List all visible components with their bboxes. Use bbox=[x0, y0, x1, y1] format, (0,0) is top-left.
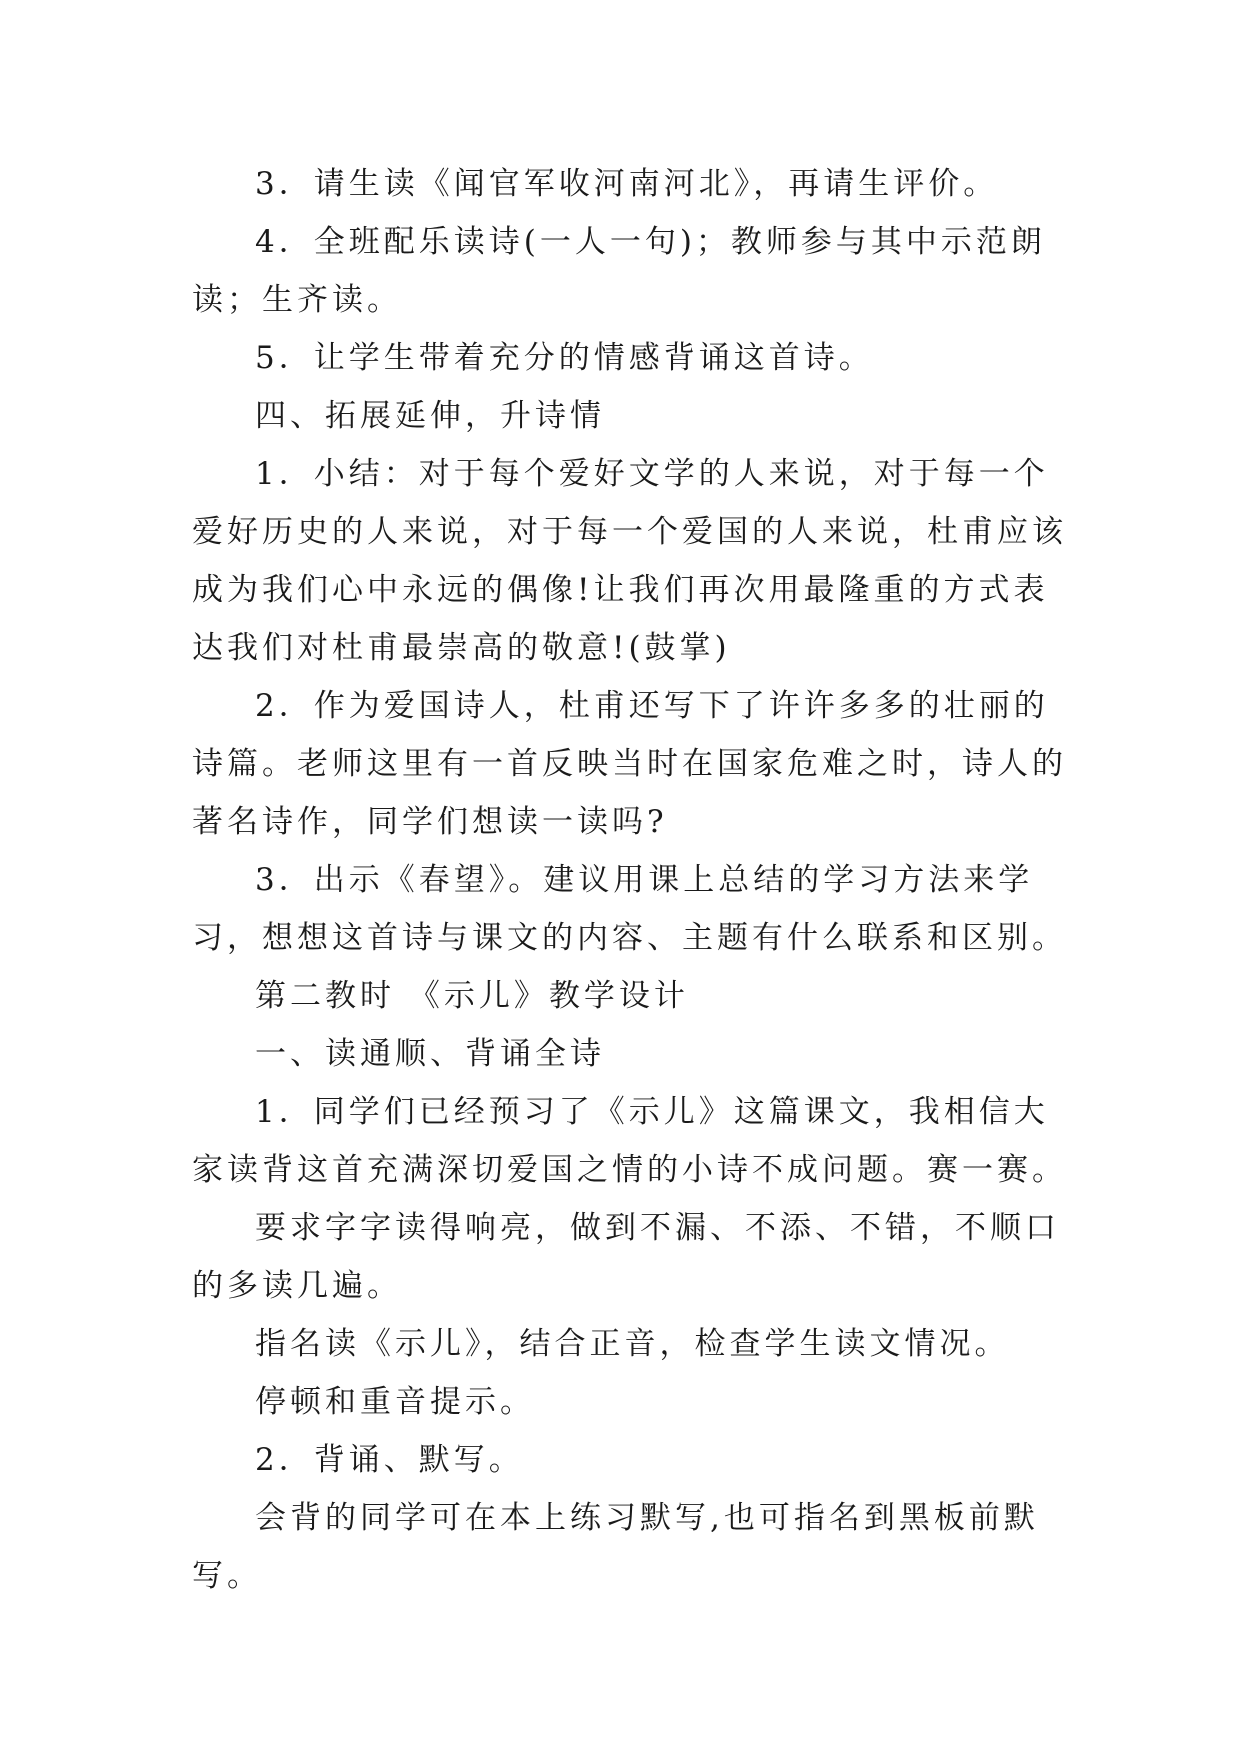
paragraph: 会背的同学可在本上练习默写,也可指名到黑板前默写。 bbox=[192, 1500, 1039, 1594]
section-heading: 第二教时 《示儿》教学设计 bbox=[255, 978, 689, 1014]
paragraph: 1．小结：对于每个爱好文学的人来说，对于每一个爱好历史的人来说，对于每一个爱国的人来说，杜甫应该成为我们心中永远的偶像!让我们再次用最隆重的方式表达我们对杜甫最崇高的敬意!(鼓掌) bbox=[192, 456, 1067, 666]
paragraph: 指名读《示儿》，结合正音，检查学生读文情况。 bbox=[255, 1326, 1010, 1362]
paragraph: 3．请生读《闻官军收河南河北》，再请生评价。 bbox=[255, 166, 999, 202]
paragraph: 1．同学们已经预习了《示儿》这篇课文，我相信大家读背这首充满深切爱国之情的小诗不成问题。赛一赛。 bbox=[192, 1094, 1067, 1188]
paragraph: 2．作为爱国诗人，杜甫还写下了许许多多的壮丽的诗篇。老师这里有一首反映当时在国家危难之时，诗人的著名诗作，同学们想读一读吗? bbox=[192, 688, 1067, 840]
paragraph: 4．全班配乐读诗(一人一句)；教师参与其中示范朗读；生齐读。 bbox=[192, 224, 1046, 318]
paragraph: 停顿和重音提示。 bbox=[255, 1384, 535, 1420]
section-heading: 一、读通顺、背诵全诗 bbox=[255, 1036, 605, 1072]
paragraph: 5．让学生带着充分的情感背诵这首诗。 bbox=[255, 340, 874, 376]
document-body bbox=[192, 155, 1072, 1605]
paragraph: 3．出示《春望》。建议用课上总结的学习方法来学习，想想这首诗与课文的内容、主题有什么联系和区别。 bbox=[192, 862, 1067, 956]
section-heading: 四、拓展延伸，升诗情 bbox=[255, 398, 605, 434]
paragraph: 2．背诵、默写。 bbox=[255, 1442, 524, 1478]
paragraph: 要求字字读得响亮，做到不漏、不添、不错，不顺口的多读几遍。 bbox=[192, 1210, 1060, 1304]
